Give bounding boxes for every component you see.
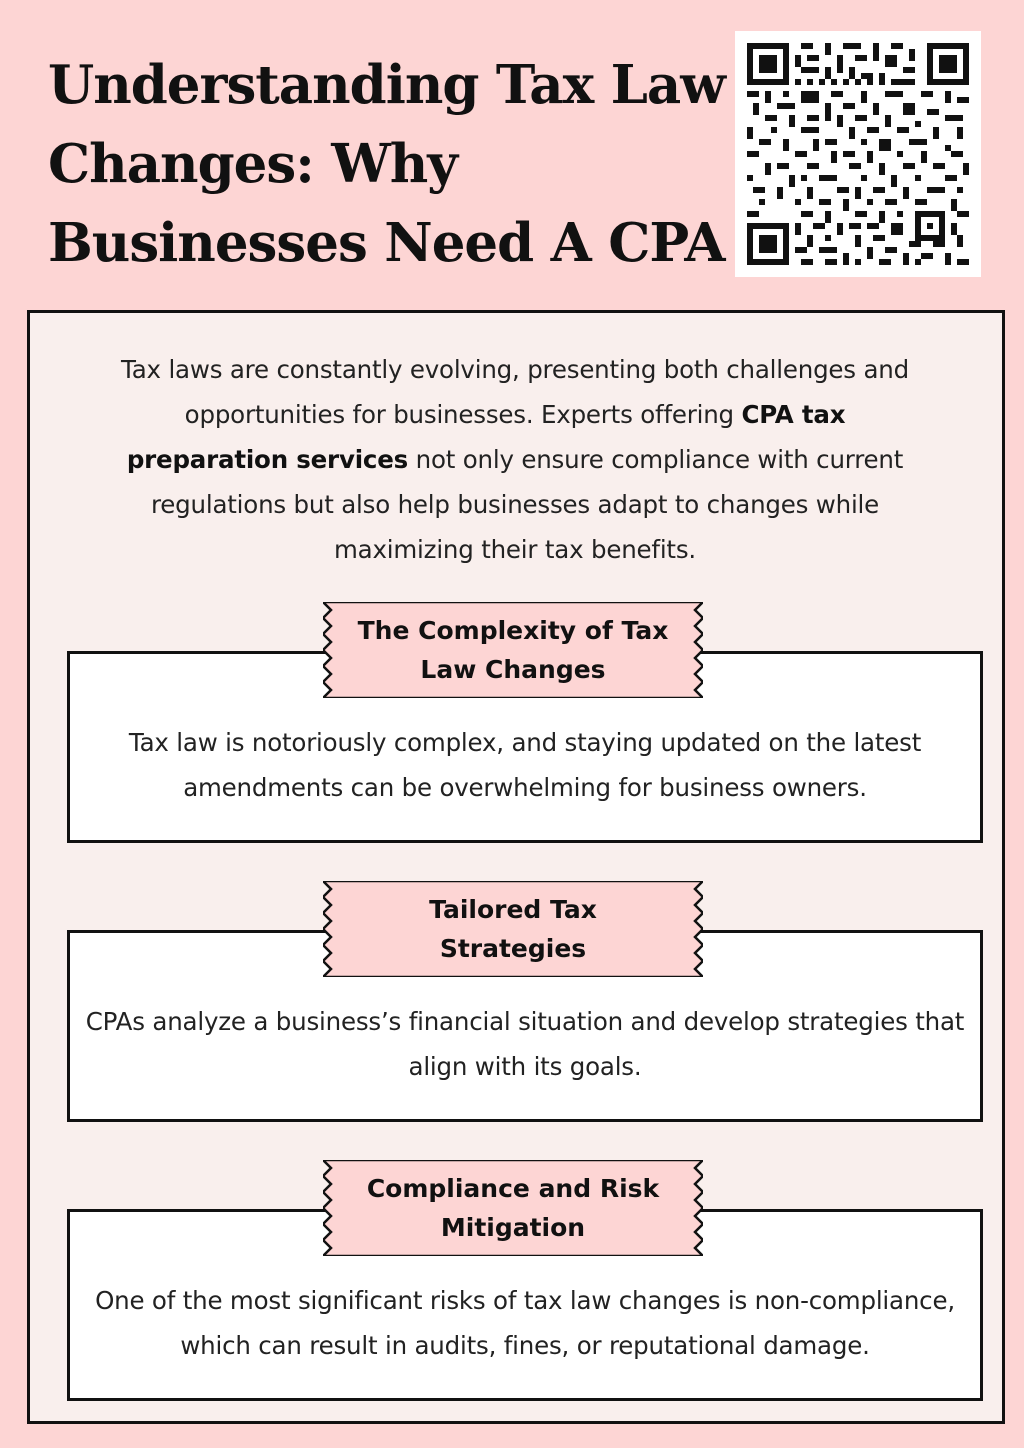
section-heading: Tailored Tax Strategies xyxy=(429,895,597,963)
intro-highlight: CPA tax preparation services xyxy=(126,400,846,474)
section-heading-tag xyxy=(323,602,703,698)
intro-text-end: not only ensure compliance with current regulations but also help businesses adapt to changes while maximizing their tax benefits. xyxy=(150,445,904,564)
page-title: Understanding Tax Law Changes: Why Businesses Need A CPA xyxy=(48,54,725,274)
section-heading-tag xyxy=(323,881,703,977)
section-heading: The Complexity of Tax Law Changes xyxy=(357,616,669,684)
section-heading-tag xyxy=(323,1160,703,1256)
section-body: One of the most significant risks of tax law changes is non-compliance, which can result in audits, fines, or reputational damage. xyxy=(95,1286,955,1360)
section-heading: Compliance and Risk Mitigation xyxy=(366,1174,660,1242)
intro-paragraph xyxy=(100,347,930,572)
qr-code-icon[interactable] xyxy=(735,31,981,277)
section-body: Tax law is notoriously complex, and staying updated on the latest amendments can be overwhelming for business owners. xyxy=(128,728,922,802)
intro-text-start: Tax laws are constantly evolving, presenting both challenges and opportunities for businesses. Experts offering xyxy=(121,355,909,429)
section-body: CPAs analyze a business’s financial situation and develop strategies that align with its goals. xyxy=(85,1007,965,1081)
content-panel xyxy=(27,310,1005,1424)
